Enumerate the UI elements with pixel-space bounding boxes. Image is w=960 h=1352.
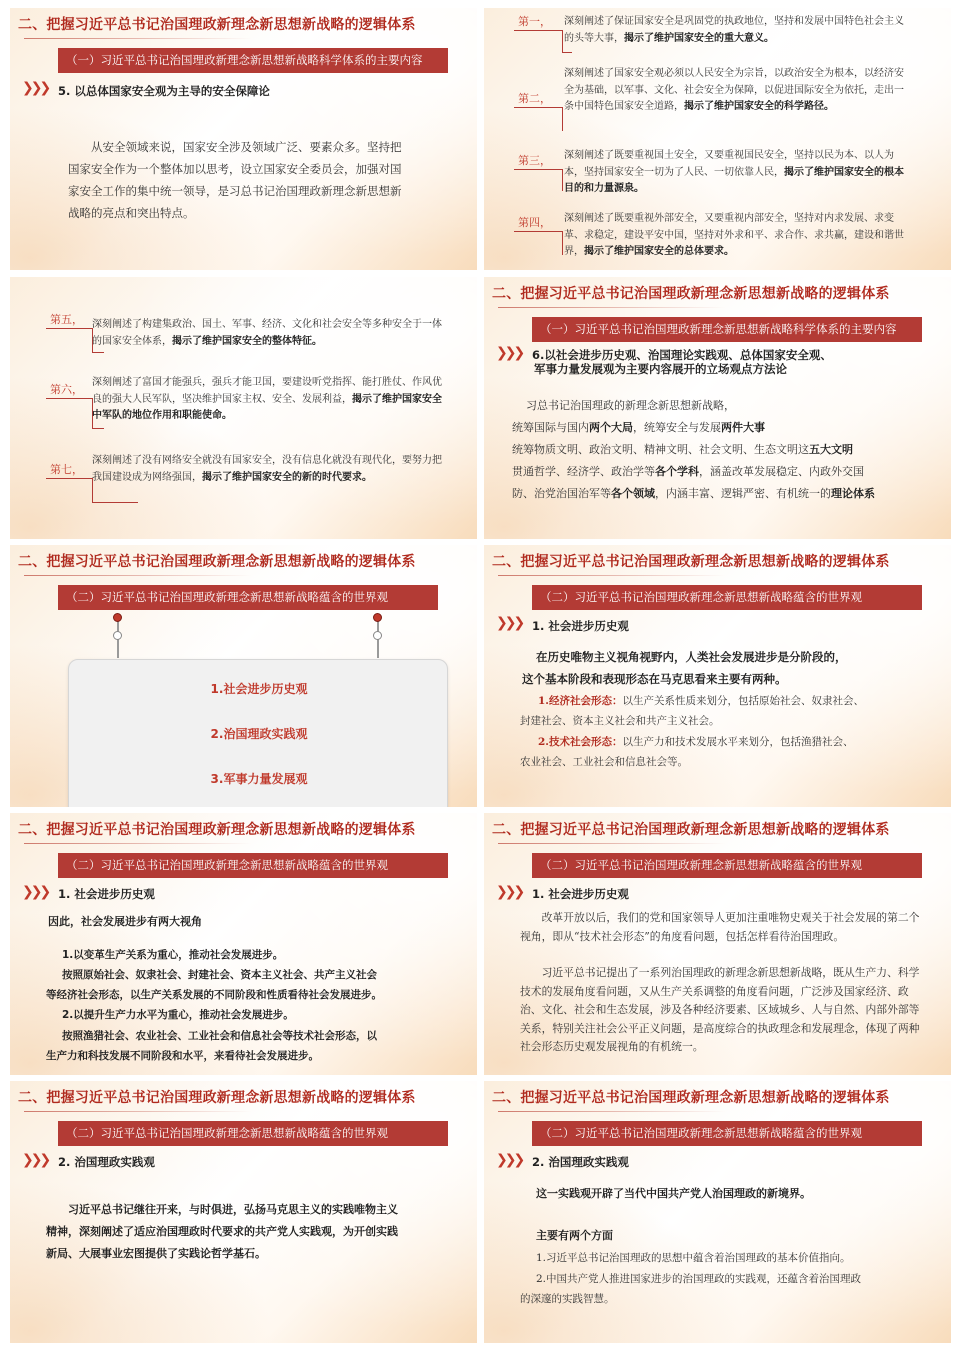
title-divider (498, 1111, 726, 1112)
triple-chevron-icon: ❯❯❯ (496, 1152, 523, 1168)
subtitle-continued: 军事力量发展观为主要内容展开的立场观点方法论 (534, 362, 787, 376)
section-banner: （二）习近平总书记治国理政新理念新思想新战略蕴含的世界观 (532, 1121, 922, 1146)
callout-body: 深刻阐述了国家安全观必须以人民安全为宗旨，以政治安全为根本，以经济安全为基础，以军事、文化、社会安全为保障，以促进国际安全为依托，走出一条中国特色国家安全道路， (564, 68, 904, 112)
section-banner: （一）习近平总书记治国理政新理念新思想新战略科学体系的主要内容 (532, 317, 922, 342)
callout-underline (46, 398, 92, 399)
perspective-heading: 1.以变革生产关系为重心，推动社会发展进步。 (62, 949, 284, 961)
body-line (512, 417, 765, 438)
callout-conclusion: 揭示了维护国家安全的重大意义。 (624, 32, 774, 44)
callout-label: 第一， (518, 15, 551, 28)
callout-label: 第四， (518, 216, 551, 229)
callout-text (564, 66, 909, 116)
slide-5[interactable] (10, 545, 477, 807)
emphasis: 五大文明 (809, 443, 853, 456)
definition-line (538, 732, 853, 753)
section-banner: （二）习近平总书记治国理政新理念新思想新战略蕴含的世界观 (58, 853, 448, 878)
body-line (512, 439, 853, 460)
text-run: 统筹国际与国内 (512, 421, 589, 434)
callout-label: 第二， (518, 92, 551, 105)
definition-line: 封建社会、资本主义社会和共产主义社会。 (520, 715, 720, 727)
body-paragraph: 习近平总书记继往开来，与时俱进，弘扬马克思主义的实践唯物主义精神，深刻阐述了适应治国理政时代要求的共产党人实践观，为开创实践新局、大展事业宏图提供了实践论哲学基石。 (46, 1203, 398, 1260)
callout-conclusion: 揭示了维护国家安全的新的时代要求。 (202, 471, 372, 483)
title-divider (24, 38, 252, 39)
callout-label: 第五， (50, 313, 83, 326)
slide-3[interactable] (10, 277, 477, 539)
lead-line: 因此，社会发展进步有两大视角 (48, 915, 202, 928)
subtitle: 5. 以总体国家安全观为主导的安全保障论 (58, 84, 270, 98)
callout-underline (46, 328, 92, 329)
slide-1[interactable] (10, 8, 477, 270)
callout-body: 深刻阐述了保证国家安全是巩固党的执政地位，坚持和发展中国特色社会主义的头等大事， (564, 16, 904, 44)
definition-term: 1.经济社会形态： (538, 695, 623, 707)
section-banner: （二）习近平总书记治国理政新理念新思想新战略蕴含的世界观 (532, 585, 922, 610)
emphasis: 各个领域 (611, 487, 655, 500)
callout-conclusion: 揭示了维护国家安全中军队的地位作用和职能使命。 (92, 393, 442, 421)
list-item-continued: 的深邃的实践智慧。 (520, 1293, 615, 1305)
ring-icon (373, 631, 382, 640)
perspective-text: 等经济社会形态，以生产关系发展的不同阶段和性质看待社会发展进步。 (46, 989, 382, 1001)
triple-chevron-icon: ❯❯❯ (496, 615, 523, 631)
callout-text (92, 453, 447, 486)
triple-chevron-icon: ❯❯❯ (496, 884, 523, 900)
callout-body: 深刻阐述了既要重视国土安全，又要重视国民安全，坚持以民为本、以人为本，坚持国家安全一切为了人民、一切依靠人民， (564, 150, 894, 178)
callout-label: 第三， (518, 154, 551, 167)
emphasis: 两件大事 (721, 421, 765, 434)
slide-title: 二、把握习近平总书记治国理政新理念新思想新战略的逻辑体系 (18, 822, 416, 838)
section-banner: （二）习近平总书记治国理政新理念新思想新战略蕴含的世界观 (532, 853, 922, 878)
slide-6[interactable] (484, 545, 951, 807)
callout-body: 深刻阐述了构建集政治、国土、军事、经济、文化和社会安全等多种安全于一体的国家安全体系， (92, 319, 442, 347)
body-line: 习总书记治国理政的新理念新思想新战略， (526, 399, 735, 412)
text-run: 防、治党治国治军等 (512, 487, 611, 500)
text-run: 贯通哲学、经济学、政治学等 (512, 465, 655, 478)
slide-title: 二、把握习近平总书记治国理政新理念新思想新战略的逻辑体系 (18, 1090, 416, 1106)
slide-2[interactable] (484, 8, 951, 270)
callout-text (564, 148, 909, 198)
definition-text: 以生产关系性质来划分，包括原始社会、奴隶社会、 (622, 695, 864, 707)
callout-label: 第七， (50, 463, 83, 476)
slide-title: 二、把握习近平总书记治国理政新理念新思想新战略的逻辑体系 (18, 17, 416, 33)
title-divider (24, 575, 252, 576)
body-paragraph: 从安全领域来说，国家安全涉及领域广泛、要素众多。坚持把国家安全作为一个整体加以思考，设立国家安全委员会，加强对国家安全工作的集中统一领导，是习总书记治国理政新理念新思想新战略的亮点和突出特点。 (68, 140, 402, 220)
callout-conclusion: 揭示了维护国家安全的总体要求。 (584, 246, 734, 257)
triple-chevron-icon: ❯❯❯ (22, 884, 49, 900)
body-line (512, 483, 875, 504)
definition-text: 以生产力和技术发展水平来划分，包括渔猎社会、 (622, 736, 854, 748)
list-heading: 主要有两个方面 (536, 1229, 613, 1242)
perspective-text: 按照渔猎社会、农业社会、工业社会和信息社会等技术社会形态，以 (62, 1030, 377, 1042)
subtitle: 1. 社会进步历史观 (58, 887, 155, 901)
slide-title: 二、把握习近平总书记治国理政新理念新思想新战略的逻辑体系 (492, 554, 890, 570)
callout-connector (562, 107, 563, 131)
text-run: ，内涵丰富、逻辑严密、有机统一的 (655, 487, 831, 500)
emphasis: 各个学科 (655, 465, 699, 478)
subtitle: 1. 社会进步历史观 (532, 887, 629, 901)
callout-connector-bottom (92, 428, 104, 429)
callout-connector (562, 231, 563, 255)
list-item: 1.习近平总书记治国理政的思想中蕴含着治国理政的基本价值指向。 (536, 1252, 851, 1264)
text-run: ，涵盖改革发展稳定、内政外交国 (699, 465, 864, 478)
callout-connector-bottom (92, 502, 138, 503)
ring-icon (113, 631, 122, 640)
subtitle: 2. 治国理政实践观 (58, 1155, 155, 1169)
perspective-text: 生产力和科技发展不同阶段和水平，来看待社会发展进步。 (46, 1050, 319, 1062)
board-item: 1.社会进步历史观 (210, 682, 308, 696)
callout-text (564, 14, 909, 47)
pin-icon (113, 613, 122, 622)
callout-text (92, 375, 447, 425)
slide-title: 二、把握习近平总书记治国理政新理念新思想新战略的逻辑体系 (492, 1090, 890, 1106)
section-banner: （一）习近平总书记治国理政新理念新思想新战略科学体系的主要内容 (58, 48, 448, 73)
callout-conclusion: 揭示了维护国家安全的科学路径。 (684, 101, 834, 112)
callout-connector-bottom (562, 52, 572, 53)
lead-line: 在历史唯物主义视角视野内，人类社会发展进步是分阶段的， (536, 650, 847, 664)
lead-line: 这个基本阶段和表现形态在马克思看来主要有两种。 (522, 672, 787, 686)
title-divider (498, 843, 726, 844)
callout-underline (514, 107, 562, 108)
slide-title: 二、把握习近平总书记治国理政新理念新思想新战略的逻辑体系 (492, 822, 890, 838)
callout-body: 深刻阐述了既要重视外部安全，又要重视内部安全，坚持对内求发展、求变革、求稳定，建设平安中国，坚持对外求和平、求合作、求共赢，建设和谐世界， (564, 213, 904, 257)
definition-line: 农业社会、工业社会和信息社会等。 (520, 756, 688, 768)
callout-conclusion: 揭示了维护国家安全的根本目的和力量源泉。 (564, 166, 904, 194)
perspective-heading: 2.以提升生产力水平为重心，推动社会发展进步。 (62, 1009, 294, 1021)
slide-9[interactable] (10, 1081, 477, 1343)
subtitle: 6.以社会进步历史观、治国理论实践观、总体国家安全观、 (532, 348, 832, 362)
callout-body: 深刻阐述了没有网络安全就没有国家安全，没有信息化就没有现代化，要努力把我国建设成为网络强国， (92, 455, 442, 483)
slide-title: 二、把握习近平总书记治国理政新理念新思想新战略的逻辑体系 (492, 286, 890, 302)
perspective-text: 按照原始社会、奴隶社会、封建社会、资本主义社会、共产主义社会 (62, 969, 377, 981)
subtitle: 2. 治国理政实践观 (532, 1155, 629, 1169)
slide-10[interactable] (484, 1081, 951, 1343)
section-banner: （二）习近平总书记治国理政新理念新思想新战略蕴含的世界观 (58, 585, 438, 610)
text-run: ，统筹安全与发展 (633, 421, 721, 434)
pin-icon (373, 613, 382, 622)
definition-line (538, 691, 864, 712)
text-run: 统筹物质文明、政治文明、精神文明、社会文明、生态文明这 (512, 443, 809, 456)
subtitle: 1. 社会进步历史观 (532, 619, 629, 633)
definition-term: 2.技术社会形态： (538, 736, 623, 748)
callout-connector (562, 30, 563, 52)
title-divider (498, 307, 726, 308)
board-item: 3.军事力量发展观 (210, 772, 308, 786)
body-paragraph: 习近平总书记提出了一系列治国理政的新理念新思想新战略，既从生产力、科学技术的发展角度看问题，又从生产关系调整的角度看问题，广泛涉及国家经济、政治、文化、社会和生态发展，涉及各种经济要素、区域城乡、人与自然、内部外部等关系，特别关注社会公平正义问题，是高度综合的执政理念和发展理念，体现了两种社会形态历史观发展视角的有机统一。 (520, 966, 920, 1053)
slide-title: 二、把握习近平总书记治国理政新理念新思想新战略的逻辑体系 (18, 554, 416, 570)
callout-underline (514, 30, 562, 31)
title-divider (24, 1111, 252, 1112)
triple-chevron-icon: ❯❯❯ (22, 80, 49, 96)
callout-connector-bottom (92, 352, 104, 353)
callout-underline (514, 231, 562, 232)
body-paragraph: 改革开放以后，我们的党和国家领导人更加注重唯物史观关于社会发展的第二个视角，即从“技术社会形态”的角度看问题，包括怎样看待治国理政。 (520, 911, 920, 943)
callout-underline (46, 478, 92, 479)
callout-body: 深刻阐述了富国才能强兵，强兵才能卫国，要建设听党指挥、能打胜仗、作风优良的强大人民军队，坚决维护国家主权、安全、发展利益， (92, 377, 442, 405)
callout-label: 第六， (50, 383, 83, 396)
triple-chevron-icon: ❯❯❯ (22, 1152, 49, 1168)
callout-text (564, 211, 909, 261)
callout-conclusion: 揭示了维护国家安全的整体特征。 (172, 335, 322, 347)
list-item: 2.中国共产党人推进国家进步的治国理政的实践观，还蕴含着治国理政 (536, 1273, 862, 1285)
body-line (512, 461, 864, 482)
triple-chevron-icon: ❯❯❯ (496, 345, 523, 361)
title-divider (498, 575, 726, 576)
title-divider (24, 843, 252, 844)
callout-underline (514, 169, 562, 170)
callout-text (92, 317, 447, 350)
slide-4[interactable] (484, 277, 951, 539)
emphasis: 两个大局 (589, 421, 633, 434)
slide-8[interactable] (484, 813, 951, 1075)
hanging-board (68, 659, 448, 807)
lead-line: 这一实践观开辟了当代中国共产党人治国理政的新境界。 (536, 1187, 811, 1200)
emphasis: 理论体系 (831, 487, 875, 500)
board-item: 2.治国理政实践观 (210, 727, 308, 741)
section-banner: （二）习近平总书记治国理政新理念新思想新战略蕴含的世界观 (58, 1121, 448, 1146)
callout-connector (562, 169, 563, 191)
slide-7[interactable] (10, 813, 477, 1075)
